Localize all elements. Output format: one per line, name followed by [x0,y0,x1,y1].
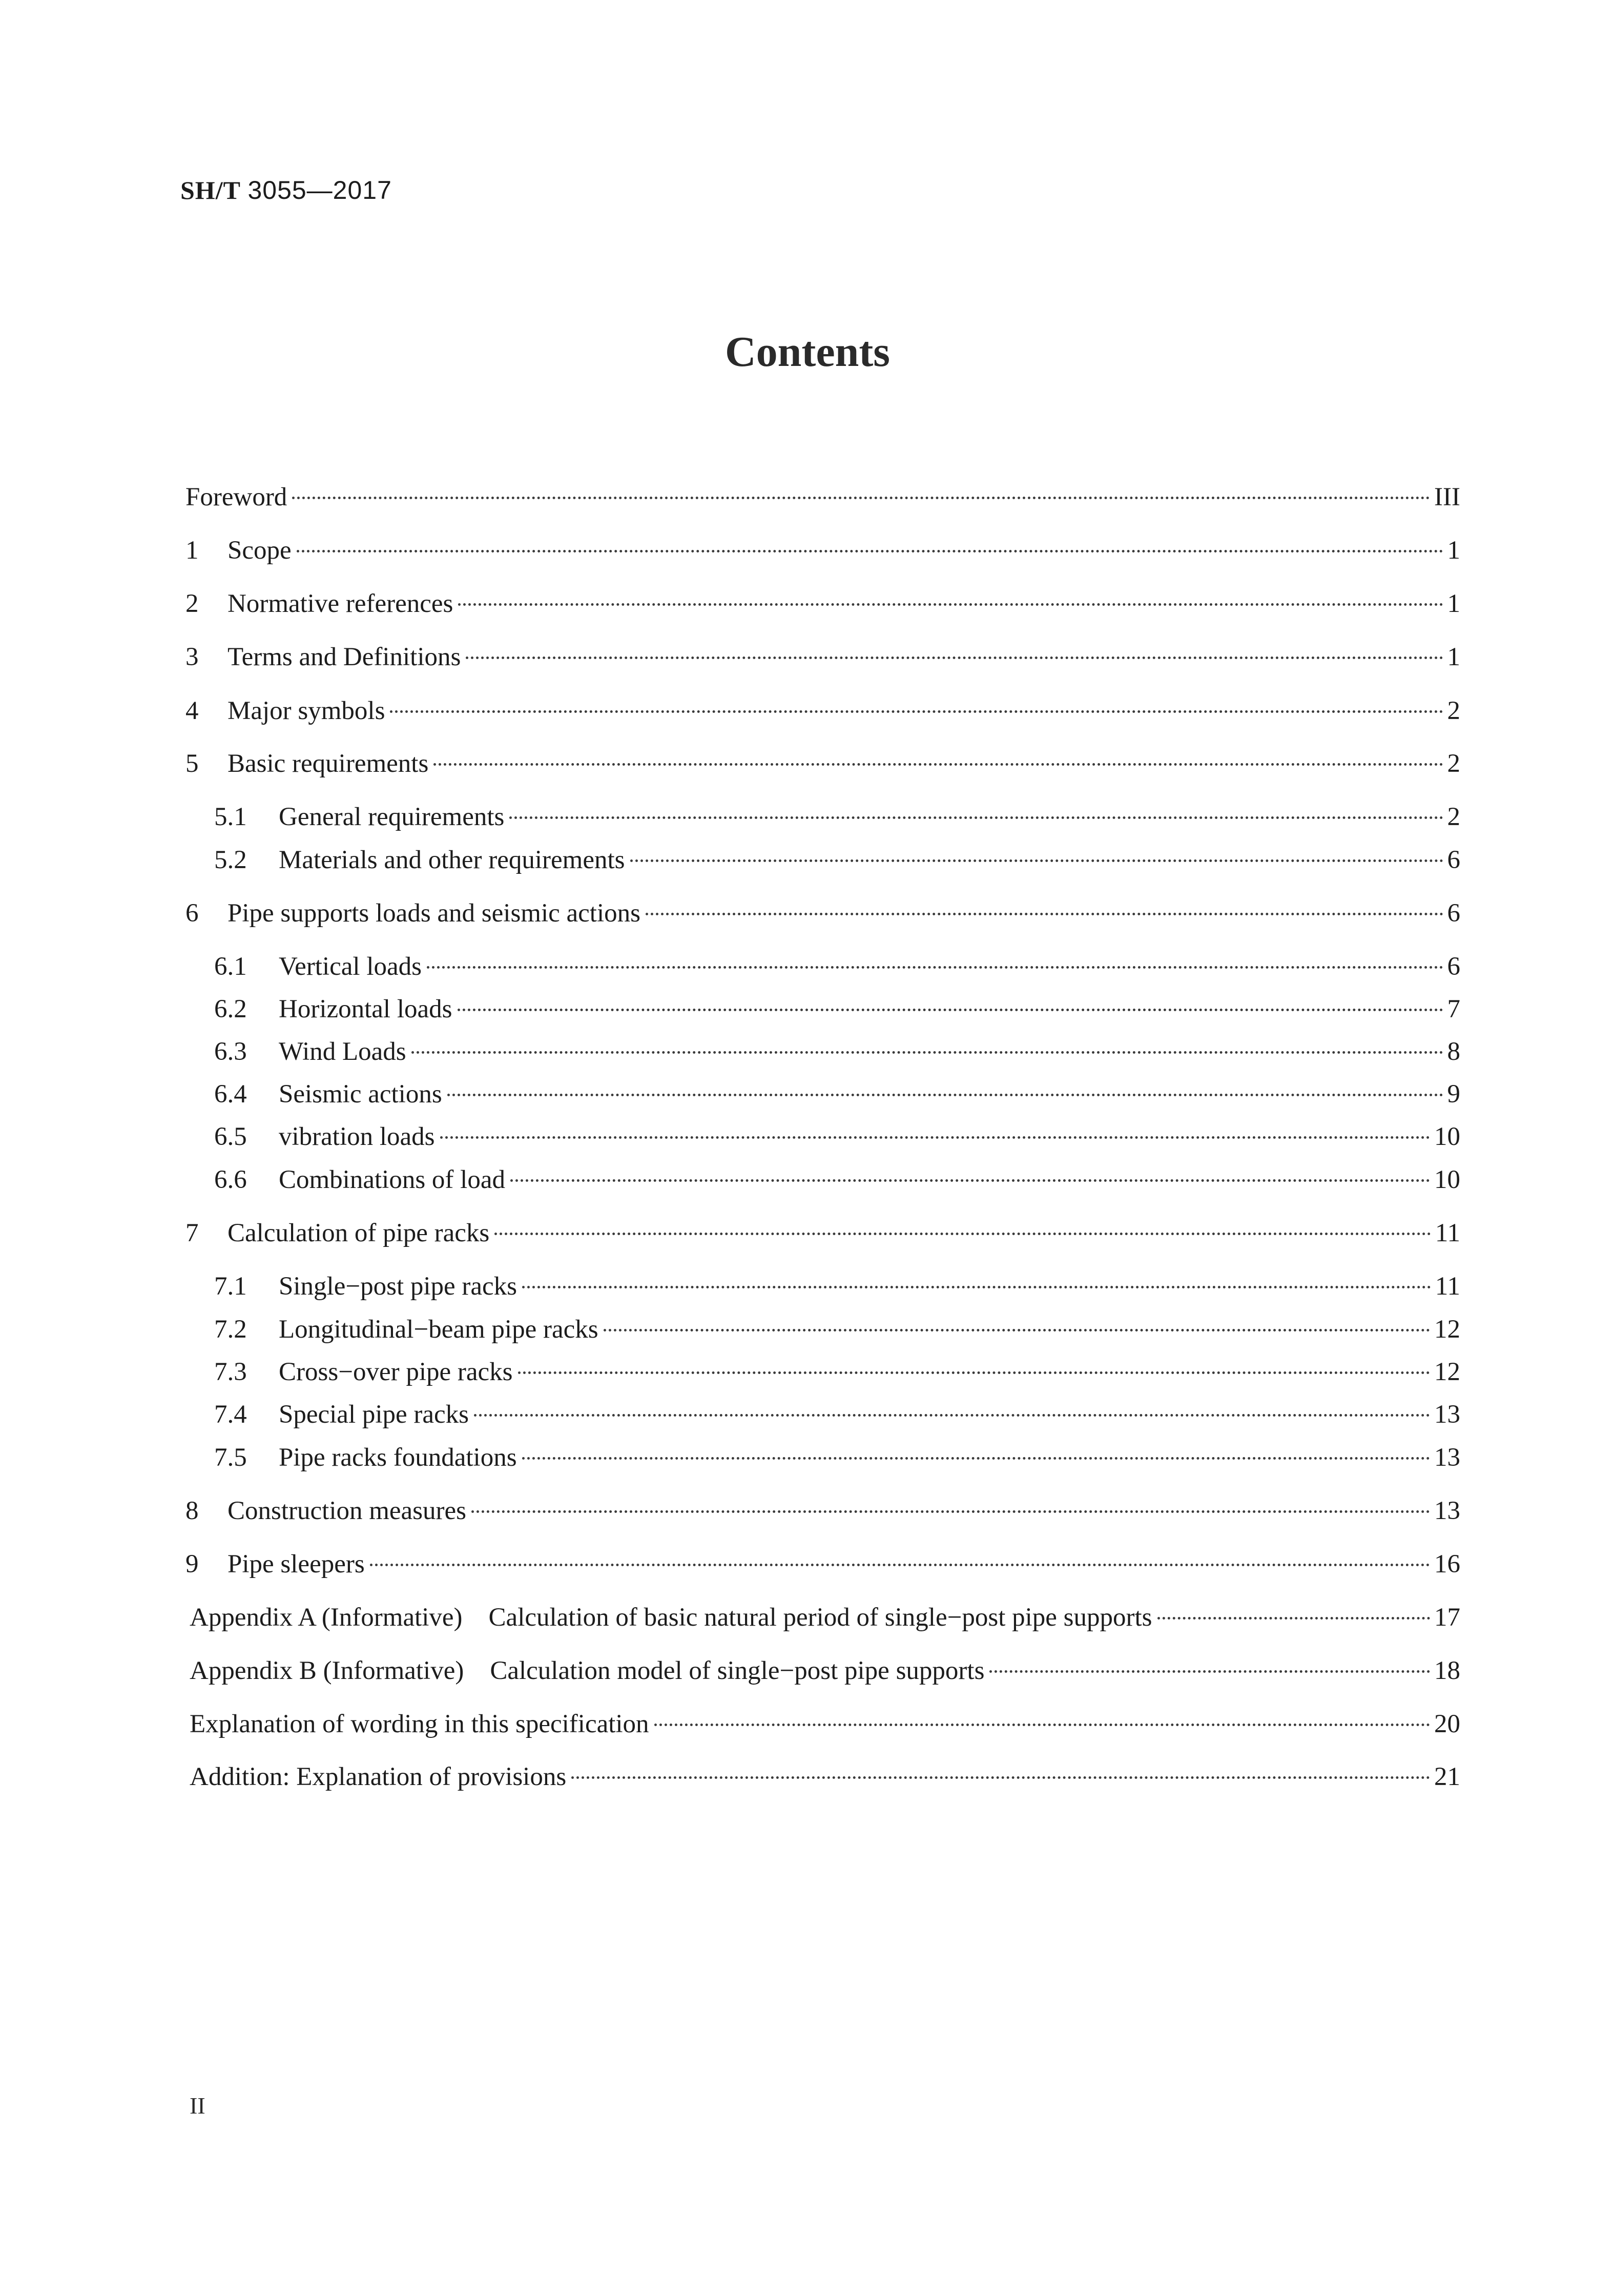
dot-leader [411,1051,1443,1054]
toc-page-number: 2 [1447,696,1460,725]
toc-label: Cross−over pipe racks [279,1358,513,1386]
toc-entry-8[interactable] [185,1494,1460,1527]
toc-page-number: 10 [1434,1165,1460,1194]
toc-label: Vertical loads [279,952,422,981]
toc-page-number: 16 [1434,1550,1460,1578]
toc-page-number: 1 [1447,589,1460,618]
toc-label: Foreword [185,483,287,511]
toc-section-number: 6.2 [214,995,247,1023]
toc-section-number: 7 [185,1219,199,1247]
toc-page-number: 6 [1447,952,1460,981]
dot-leader [433,763,1443,766]
toc-section-number: 7.5 [214,1443,247,1472]
toc-label: Addition: Explanation of provisions [190,1762,567,1791]
toc-entry-wording[interactable] [190,1708,1460,1740]
toc-entry-appendix-b[interactable] [190,1654,1460,1687]
toc-label: Horizontal loads [279,995,452,1023]
dot-leader [370,1564,1430,1566]
toc-entry-6[interactable] [185,897,1460,930]
toc-page-number: 12 [1434,1358,1460,1386]
dot-leader [1157,1617,1430,1619]
toc-page-number: 8 [1447,1037,1460,1066]
toc-section-number: 6.1 [214,952,247,981]
toc-entry-7-3[interactable] [214,1356,1460,1388]
toc-label: Explanation of wording in this specification [190,1710,649,1738]
toc-page-number: 18 [1434,1656,1460,1685]
toc-entry-foreword[interactable] [185,481,1460,514]
toc-section-number: 8 [185,1496,199,1525]
toc-section-number: 6.4 [214,1080,247,1109]
toc-page-number: 13 [1434,1400,1460,1429]
dot-leader [509,816,1443,819]
toc-label: Longitudinal−beam pipe racks [279,1315,598,1344]
toc-section-number: 9 [185,1550,199,1578]
toc-label: Basic requirements [227,749,429,778]
toc-section-number: 7.2 [214,1315,247,1344]
dot-leader [447,1094,1443,1096]
toc-entry-7-2[interactable] [214,1313,1460,1346]
toc-entry-1[interactable] [185,534,1460,567]
toc-entry-6-2[interactable] [214,993,1460,1026]
dot-leader [604,1329,1430,1331]
dot-leader [654,1724,1430,1726]
dot-leader [440,1136,1430,1139]
toc-label: Scope [227,536,292,565]
toc-entry-7[interactable] [185,1217,1460,1249]
toc-label: General requirements [279,803,505,831]
toc-entry-7-1[interactable] [214,1270,1460,1303]
page-title: Contents [724,328,890,376]
toc-entry-7-5[interactable] [214,1441,1460,1474]
toc-entry-6-4[interactable] [214,1078,1460,1111]
toc-label: Single−post pipe racks [279,1272,517,1301]
page-number: II [190,2093,205,2119]
dot-leader [630,859,1443,862]
toc-label: Wind Loads [279,1037,406,1066]
toc-entry-7-4[interactable] [214,1398,1460,1431]
dot-leader [510,1179,1430,1182]
toc-label: Pipe sleepers [227,1550,365,1578]
toc-entry-4[interactable] [185,694,1460,727]
toc-section-number: 5.1 [214,803,247,831]
toc-label: Calculation of pipe racks [227,1219,490,1247]
toc-page-number: 6 [1447,899,1460,928]
toc-section-number: 3 [185,643,199,671]
toc-section-number: 1 [185,536,199,565]
toc-page-number: 1 [1447,643,1460,671]
toc-label: Combinations of load [279,1165,505,1194]
toc-page-number: 1 [1447,536,1460,565]
toc-page-number: 7 [1447,995,1460,1023]
toc-label: Appendix A (Informative) Calculation of basic natural period of single−post pipe supports [190,1603,1152,1632]
toc-page-number: 9 [1447,1080,1460,1109]
dot-leader [522,1286,1431,1288]
toc-page-number: 17 [1434,1603,1460,1632]
toc-section-number: 6.3 [214,1037,247,1066]
dot-leader [471,1510,1430,1513]
toc-label: Seismic actions [279,1080,442,1109]
dot-leader [518,1371,1431,1374]
toc-label: Pipe racks foundations [279,1443,517,1472]
toc-label: Appendix B (Informative) Calculation model of single−post pipe supports [190,1656,985,1685]
toc-page-number: 21 [1434,1762,1460,1791]
toc-page-number: 10 [1434,1122,1460,1151]
toc-section-number: 2 [185,589,199,618]
toc-page-number: 6 [1447,846,1460,874]
toc-page-number: 13 [1434,1496,1460,1525]
dot-leader [494,1233,1431,1235]
toc-page-number: 11 [1435,1272,1460,1301]
dot-leader [474,1414,1430,1417]
toc-entry-6-3[interactable] [214,1035,1460,1068]
toc-entry-5-1[interactable] [214,801,1460,833]
toc-label: Special pipe racks [279,1400,469,1429]
dot-leader [292,497,1430,499]
dot-leader [390,710,1443,713]
toc-section-number: 6.6 [214,1165,247,1194]
toc-section-number: 5 [185,749,199,778]
toc-entry-6-1[interactable] [214,950,1460,983]
dot-leader [466,657,1443,659]
standard-number: 3055—2017 [247,176,392,204]
toc-entry-3[interactable] [185,641,1460,673]
toc-label: Normative references [227,589,453,618]
toc-label: vibration loads [279,1122,435,1151]
toc-page-number: III [1434,483,1460,511]
dot-leader [427,966,1443,969]
toc-section-number: 4 [185,696,199,725]
dot-leader [522,1457,1430,1460]
toc-page-number: 2 [1447,749,1460,778]
toc-label: Terms and Definitions [227,643,461,671]
toc-section-number: 7.3 [214,1358,247,1386]
toc-entry-provisions[interactable] [190,1760,1460,1793]
dot-leader [297,550,1443,552]
toc-label: Pipe supports loads and seismic actions [227,899,640,928]
dot-leader [571,1776,1430,1779]
toc-label: Construction measures [227,1496,466,1525]
toc-entry-5-2[interactable] [214,844,1460,876]
toc-section-number: 7.1 [214,1272,247,1301]
dot-leader [989,1670,1430,1673]
toc-section-number: 5.2 [214,846,247,874]
toc-page-number: 12 [1434,1315,1460,1344]
toc-page-number: 20 [1434,1710,1460,1738]
toc-entry-appendix-a[interactable] [190,1601,1460,1634]
toc-page-number: 13 [1434,1443,1460,1472]
toc-entry-2[interactable] [185,587,1460,620]
toc-section-number: 7.4 [214,1400,247,1429]
dot-leader [458,603,1443,606]
toc-label: Major symbols [227,696,385,725]
toc-label: Materials and other requirements [279,846,625,874]
toc-page-number: 2 [1447,803,1460,831]
toc-entry-6-5[interactable] [214,1120,1460,1153]
toc-entry-5[interactable] [185,747,1460,780]
toc-entry-6-6[interactable] [214,1163,1460,1196]
toc-section-number: 6 [185,899,199,928]
dot-leader [458,1009,1443,1011]
toc-page-number: 11 [1435,1219,1460,1247]
toc-entry-9[interactable] [185,1548,1460,1581]
standard-prefix: SH/T [180,176,241,204]
dot-leader [646,913,1443,915]
toc-section-number: 6.5 [214,1122,247,1151]
